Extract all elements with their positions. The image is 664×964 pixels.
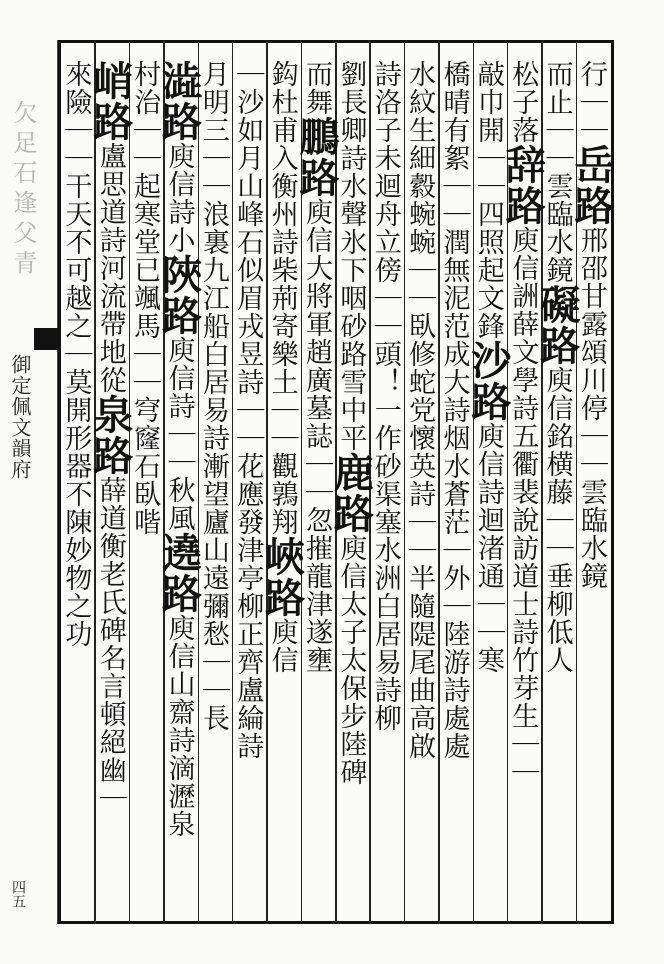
text-run: ｜｜雲臨水鏡 (541, 116, 573, 284)
text-run: 而 (301, 60, 332, 88)
text-run: 邢邵甘露頌川停 (576, 226, 607, 422)
headword: 鹿路 (327, 452, 375, 534)
text-run: 劉長卿詩水聲氷下咽砂路雪中平 (335, 60, 367, 452)
text-run: 庾信 (266, 618, 298, 674)
headword: 岳路 (568, 144, 615, 226)
text-run: 庾信大將軍趙廣墓誌｜｜忽摧龍津遂壅 (301, 198, 332, 674)
headword: 泉路 (86, 394, 134, 476)
text-run: 之｜莫開形器不陳妙物之功 (60, 312, 92, 648)
text-run: ｜｜ (576, 88, 607, 144)
text-run: 杜甫入衡州詩柴荊寄樂土｜｜觀鶉翔 (266, 88, 298, 536)
text-run: 來險｜｜干天不可越 (60, 60, 92, 312)
headword: 鵬路 (293, 116, 340, 198)
text-run: 詩洛子未迴舟立傍｜｜頭！一作砂 (369, 60, 401, 480)
text-run: 水紋生細縠蜿蜿｜｜臥修蛇党懷英詩｜｜半隨隄尾曲高啟 (404, 60, 436, 760)
headword: 澁路 (155, 60, 203, 142)
headword: 峽路 (258, 536, 306, 618)
headword: 峭路 (86, 60, 134, 142)
headword: 沙路 (464, 340, 512, 422)
text-column (129, 60, 162, 912)
headword: 陜路 (155, 254, 203, 336)
text-column (464, 60, 512, 912)
headword: 遶路 (155, 532, 203, 614)
text-run: 薛道衡老氏碑名言頓絕幽｜ (94, 476, 126, 812)
text-run: 庾信詩小 (163, 142, 195, 254)
text-run: ｜｜穹窿石臥喈 (129, 340, 161, 536)
text-column (404, 60, 437, 912)
text-run: ｜｜雲臨水鏡 (576, 422, 607, 590)
text-column (499, 60, 547, 912)
text-column (327, 60, 375, 912)
text-column (86, 60, 134, 912)
text-run: 盧思道詩河流帶地從 (94, 142, 126, 394)
text-run: 裴說訪道士詩竹芽生｜｜ (507, 478, 539, 786)
text-run: 開｜｜四照起文鋒 (472, 116, 504, 340)
text-run: 敲巾 (472, 60, 504, 116)
text-run: 庾信山齋詩滴瀝泉 (163, 614, 195, 838)
text-column (232, 60, 265, 912)
text-run: 行 (576, 60, 607, 88)
headword: 辞路 (499, 144, 547, 226)
text-run: 松子落 (507, 60, 539, 144)
text-run: 渠塞水洲白居易詩柳 (369, 480, 401, 732)
text-column (197, 60, 231, 912)
text-run: 庾信太子太保步陸碑 (335, 534, 367, 786)
book-title: 御定佩文韻府 (8, 354, 32, 480)
fish-tail-mark (34, 328, 58, 350)
text-run: 庾信詶薛文學詩五衢 (507, 226, 539, 478)
text-column (533, 60, 581, 912)
text-run: 月明三｜｜浪裏九江船白居易詩漸望廬山遠彌愁｜｜長 (197, 60, 229, 732)
page-number: 四五 (10, 880, 26, 908)
text-run: 村治｜｜ (129, 60, 161, 172)
text-run: 庾信詩｜｜秋風 (163, 336, 195, 532)
text-column (369, 60, 402, 912)
text-column (60, 60, 93, 912)
text-run: 庾信詩迴渚通｜｜寒 (472, 422, 504, 674)
text-column (258, 60, 306, 912)
margin-bleed-text: 欠足石逢父青 (9, 100, 37, 280)
text-column (438, 60, 471, 912)
text-run: 舞 (301, 88, 332, 116)
text-run: 起寒堂已颯馬 (129, 172, 161, 340)
text-column (568, 60, 615, 912)
text-run: 橋晴有絮｜｜潤無泥范成大詩烟水蒼茫｜外｜陸游詩處處 (438, 60, 470, 760)
text-run: 鈎 (266, 60, 298, 88)
text-column (293, 60, 340, 912)
headword: 礙路 (533, 284, 581, 366)
text-column (155, 60, 203, 912)
text-run: 而止 (541, 60, 573, 116)
page-margin (0, 40, 58, 924)
text-run: ｜沙如月山峰石似眉戎昱詩｜｜花應發津亭柳正齊盧綸詩 (232, 60, 264, 760)
text-run: 庾信銘横藤｜｜垂柳低人 (541, 366, 573, 674)
